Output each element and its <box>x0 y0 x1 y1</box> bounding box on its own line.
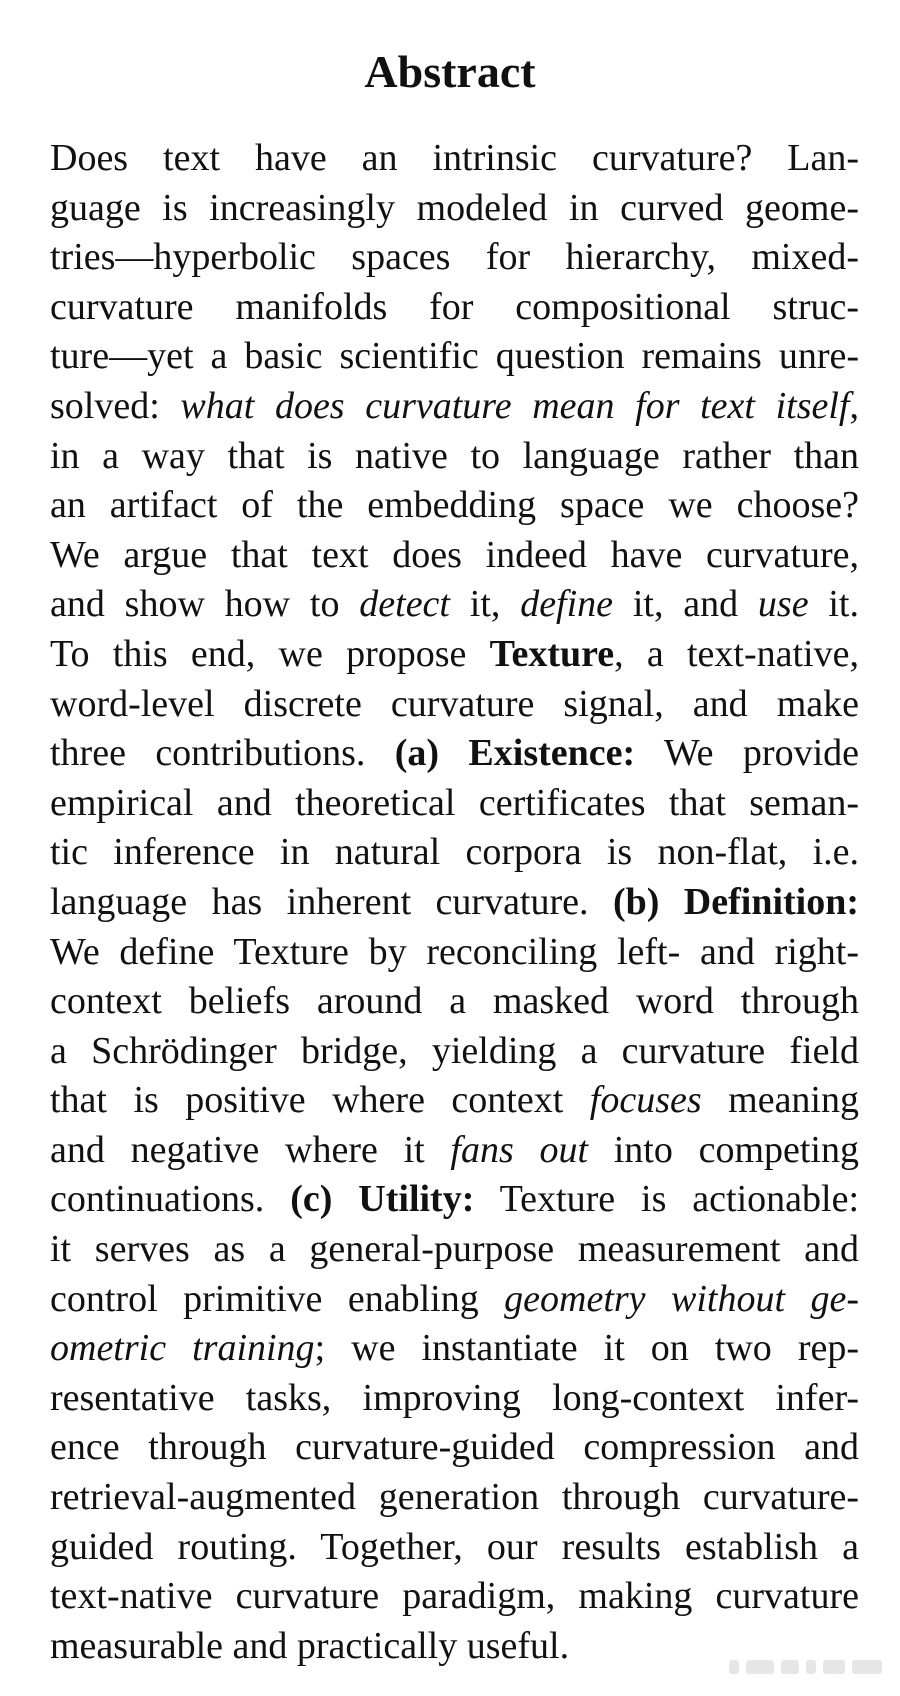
abstract-line <box>50 680 859 730</box>
abstract-line <box>50 630 859 680</box>
text-run: ence through curvature-guided compression and <box>50 1426 859 1469</box>
watermark-mark <box>852 1660 882 1674</box>
text-run: curvature manifolds for compositional struc- <box>50 285 859 328</box>
watermark-mark <box>729 1660 739 1674</box>
text-run: We argue that text does indeed have curvature, <box>50 533 859 576</box>
text-run: in a way that is native to language rather than <box>50 434 859 477</box>
bold-text: (c) Utility: <box>290 1178 475 1221</box>
watermark-mark <box>806 1660 816 1674</box>
watermark-mark <box>746 1660 774 1674</box>
italic-text: define <box>520 583 614 626</box>
text-run: We define Texture by reconciling left- and right- <box>50 930 859 973</box>
bold-text: (b) Definition: <box>612 880 860 923</box>
watermark-mark <box>823 1660 845 1674</box>
abstract-line <box>50 481 859 531</box>
italic-text: fans out <box>450 1128 589 1171</box>
abstract-line <box>50 828 859 878</box>
text-run: and negative where it <box>50 1128 451 1171</box>
abstract-line <box>50 332 859 382</box>
abstract-line <box>50 977 859 1027</box>
text-run: ture—yet a basic scientific question remains unre- <box>50 335 859 378</box>
text-run: Texture is actionable: <box>474 1178 859 1221</box>
text-run: a Schrödinger bridge, yielding a curvature field <box>50 1029 859 1072</box>
bold-text: Texture <box>489 632 615 675</box>
abstract-line <box>50 531 859 581</box>
italic-text: detect <box>359 583 450 626</box>
text-run: it, and <box>613 583 758 626</box>
abstract-line <box>50 1027 859 1077</box>
bold-text: (a) Existence: <box>394 732 636 775</box>
text-run: it serves as a general-purpose measurement and <box>50 1228 859 1271</box>
text-run: solved: <box>50 384 181 427</box>
abstract-body <box>50 134 859 1671</box>
text-run: empirical and theoretical certificates that seman- <box>50 781 859 824</box>
text-run: three contributions. <box>50 732 395 775</box>
text-run: it, <box>449 583 521 626</box>
italic-text: ometric training <box>50 1327 315 1370</box>
text-run: We provide <box>635 732 859 775</box>
watermark-logo <box>729 1660 882 1674</box>
text-run: To this end, we propose <box>50 632 490 675</box>
abstract-line <box>50 184 859 234</box>
text-run: measurable and practically useful. <box>50 1624 570 1667</box>
abstract-line <box>50 878 859 928</box>
text-run: text-native curvature paradigm, making curvature <box>50 1575 859 1618</box>
text-run: that is positive where context <box>50 1079 590 1122</box>
text-run: ; we instantiate it on two rep- <box>314 1327 859 1370</box>
abstract-line <box>50 1374 859 1424</box>
abstract-line <box>50 1076 859 1126</box>
abstract-line <box>50 1473 859 1523</box>
abstract-line <box>50 928 859 978</box>
italic-text: focuses <box>589 1079 702 1122</box>
text-run: word-level discrete curvature signal, and make <box>50 682 859 725</box>
abstract-line <box>50 1126 859 1176</box>
abstract-line <box>50 233 859 283</box>
abstract-line <box>50 1324 859 1374</box>
italic-text: use <box>757 583 809 626</box>
italic-text: what does curvature mean for text itself <box>180 384 850 427</box>
text-run: control primitive enabling <box>50 1277 505 1320</box>
text-run: , <box>849 384 859 427</box>
text-run: continuations. <box>50 1178 291 1221</box>
abstract-line <box>50 432 859 482</box>
text-run: resentative tasks, improving long-context infer- <box>50 1376 859 1419</box>
abstract-line <box>50 729 859 779</box>
text-run: , a text-native, <box>614 632 859 675</box>
text-run: retrieval-augmented generation through curvature- <box>50 1476 859 1519</box>
abstract-line <box>50 283 859 333</box>
abstract-line <box>50 1572 859 1622</box>
abstract-line <box>50 1523 859 1573</box>
abstract-line <box>50 1225 859 1275</box>
italic-text: geometry without ge- <box>504 1277 859 1320</box>
text-run: Does text have an intrinsic curvature? Lan- <box>50 137 859 179</box>
abstract-line <box>50 1175 859 1225</box>
text-run: tries—hyperbolic spaces for hierarchy, mixed- <box>50 236 859 279</box>
text-run: into competing <box>588 1128 859 1171</box>
abstract-line <box>50 1275 859 1325</box>
abstract-heading: Abstract <box>364 46 536 97</box>
abstract-line <box>50 580 859 630</box>
text-run: context beliefs around a masked word through <box>50 980 859 1023</box>
text-run: an artifact of the embedding space we choose? <box>50 484 859 527</box>
text-run: and show how to <box>50 583 360 626</box>
text-run: language has inherent curvature. <box>50 880 613 923</box>
text-run: meaning <box>701 1079 859 1122</box>
abstract-line <box>50 779 859 829</box>
text-run: tic inference in natural corpora is non-flat, i.e. <box>50 831 859 874</box>
abstract-line <box>50 1423 859 1473</box>
text-run: guage is increasingly modeled in curved geome- <box>50 186 859 229</box>
abstract-line <box>50 382 859 432</box>
text-run: it. <box>808 583 859 626</box>
abstract-line <box>50 134 859 184</box>
watermark-mark <box>781 1660 799 1674</box>
text-run: guided routing. Together, our results establish a <box>50 1525 859 1568</box>
